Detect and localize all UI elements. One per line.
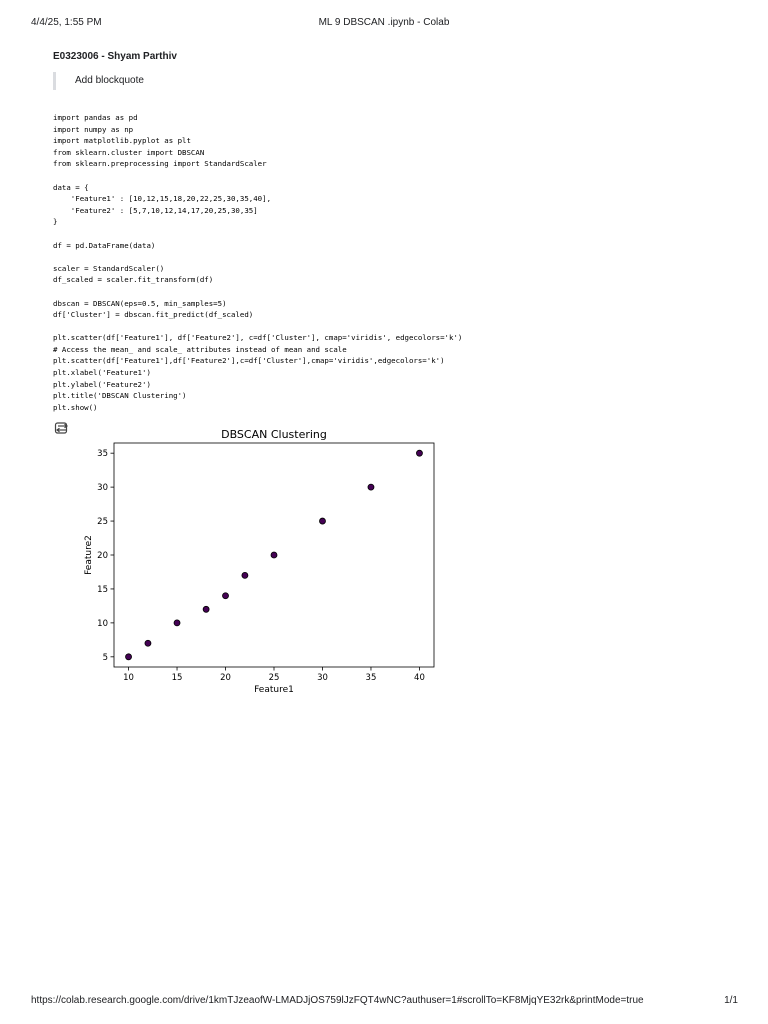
code-line: # Access the mean_ and scale_ attributes instead of mean and scale bbox=[53, 344, 347, 354]
data-point bbox=[126, 654, 132, 660]
code-line bbox=[53, 170, 462, 182]
y-tick-label: 30 bbox=[97, 483, 108, 494]
x-tick-label: 10 bbox=[123, 673, 134, 683]
code-line: plt.xlabel('Feature1') bbox=[53, 368, 151, 378]
code-line: import matplotlib.pyplot as plt bbox=[53, 136, 191, 146]
data-point bbox=[203, 606, 209, 612]
y-tick-label: 15 bbox=[97, 584, 108, 595]
code-line: 'Feature1' : [10,12,15,18,20,22,25,30,35,40], bbox=[53, 194, 272, 204]
code-line: import numpy as np bbox=[53, 124, 134, 134]
y-tick-label: 25 bbox=[97, 517, 108, 528]
code-line: from sklearn.cluster import DBSCAN bbox=[53, 147, 205, 157]
data-point bbox=[319, 518, 325, 524]
x-tick-label: 40 bbox=[414, 673, 425, 683]
blockquote: Add blockquote bbox=[53, 72, 144, 90]
scatter-chart bbox=[78, 424, 448, 699]
print-doc-title: ML 9 DBSCAN .ipynb - Colab bbox=[318, 17, 450, 28]
text-cell[interactable] bbox=[53, 51, 177, 62]
code-line: scaler = StandardScaler() bbox=[53, 263, 165, 273]
code-cell[interactable] bbox=[53, 112, 462, 413]
data-points bbox=[126, 450, 423, 660]
x-tick-label: 30 bbox=[317, 673, 328, 683]
y-tick-label: 20 bbox=[97, 551, 108, 561]
y-tick-label: 35 bbox=[97, 449, 108, 460]
code-line: from sklearn.preprocessing import StandardScaler bbox=[53, 159, 267, 169]
code-line: plt.ylabel('Feature2') bbox=[53, 379, 151, 389]
code-line: 'Feature2' : [5,7,10,12,14,17,20,25,30,35] bbox=[53, 205, 258, 215]
y-axis-label: Feature2 bbox=[84, 535, 94, 575]
data-point bbox=[416, 450, 422, 456]
code-line: plt.scatter(df['Feature1'],df['Feature2'],c=df['Cluster'],cmap='viridis',edgecolors='k') bbox=[53, 356, 445, 366]
code-line: dbscan = DBSCAN(eps=0.5, min_samples=5) bbox=[53, 298, 227, 308]
y-axis bbox=[97, 449, 114, 663]
x-tick-label: 15 bbox=[171, 673, 183, 683]
data-point bbox=[145, 640, 151, 646]
author-heading: E0323006 - Shyam Parthiv bbox=[53, 51, 177, 62]
code-line: plt.scatter(df['Feature1'], df['Feature2'], c=df['Cluster'], cmap='viridis', edgecolors='k') bbox=[53, 333, 463, 343]
chart-title: DBSCAN Clustering bbox=[221, 428, 327, 441]
code-line: df['Cluster'] = dbscan.fit_predict(df_scaled) bbox=[53, 310, 254, 320]
code-line bbox=[53, 286, 462, 298]
print-url: https://colab.research.google.com/drive/1kmTJzeaofW-LMADJjOS759lJzFQT4wNC?authuser=1#scrollTo=KF8MjqYE32rk&printMode=true bbox=[31, 995, 644, 1006]
code-line: } bbox=[53, 217, 58, 227]
data-point bbox=[271, 552, 277, 558]
output-toggle-icon[interactable] bbox=[54, 421, 70, 435]
code-line: df = pd.DataFrame(data) bbox=[53, 240, 156, 250]
code-line bbox=[53, 321, 462, 333]
code-line: import pandas as pd bbox=[53, 113, 138, 122]
data-point bbox=[242, 572, 248, 578]
code-line: plt.show() bbox=[53, 402, 98, 412]
x-axis-label: Feature1 bbox=[254, 685, 294, 695]
code-line bbox=[53, 251, 462, 263]
x-tick-label: 20 bbox=[220, 673, 231, 683]
y-tick-label: 10 bbox=[97, 618, 108, 629]
data-point bbox=[174, 620, 180, 626]
print-page-number: 1/1 bbox=[724, 995, 738, 1006]
x-axis bbox=[123, 667, 425, 683]
print-datetime: 4/4/25, 1:55 PM bbox=[31, 17, 102, 28]
code-line: df_scaled = scaler.fit_transform(df) bbox=[53, 275, 214, 285]
x-tick-label: 35 bbox=[365, 673, 377, 683]
code-line bbox=[53, 228, 462, 240]
code-line: data = { bbox=[53, 182, 89, 192]
data-point bbox=[368, 484, 374, 490]
data-point bbox=[223, 593, 229, 599]
code-line: plt.title('DBSCAN Clustering') bbox=[53, 391, 187, 401]
x-tick-label: 25 bbox=[268, 673, 280, 683]
y-tick-label: 5 bbox=[102, 652, 108, 663]
